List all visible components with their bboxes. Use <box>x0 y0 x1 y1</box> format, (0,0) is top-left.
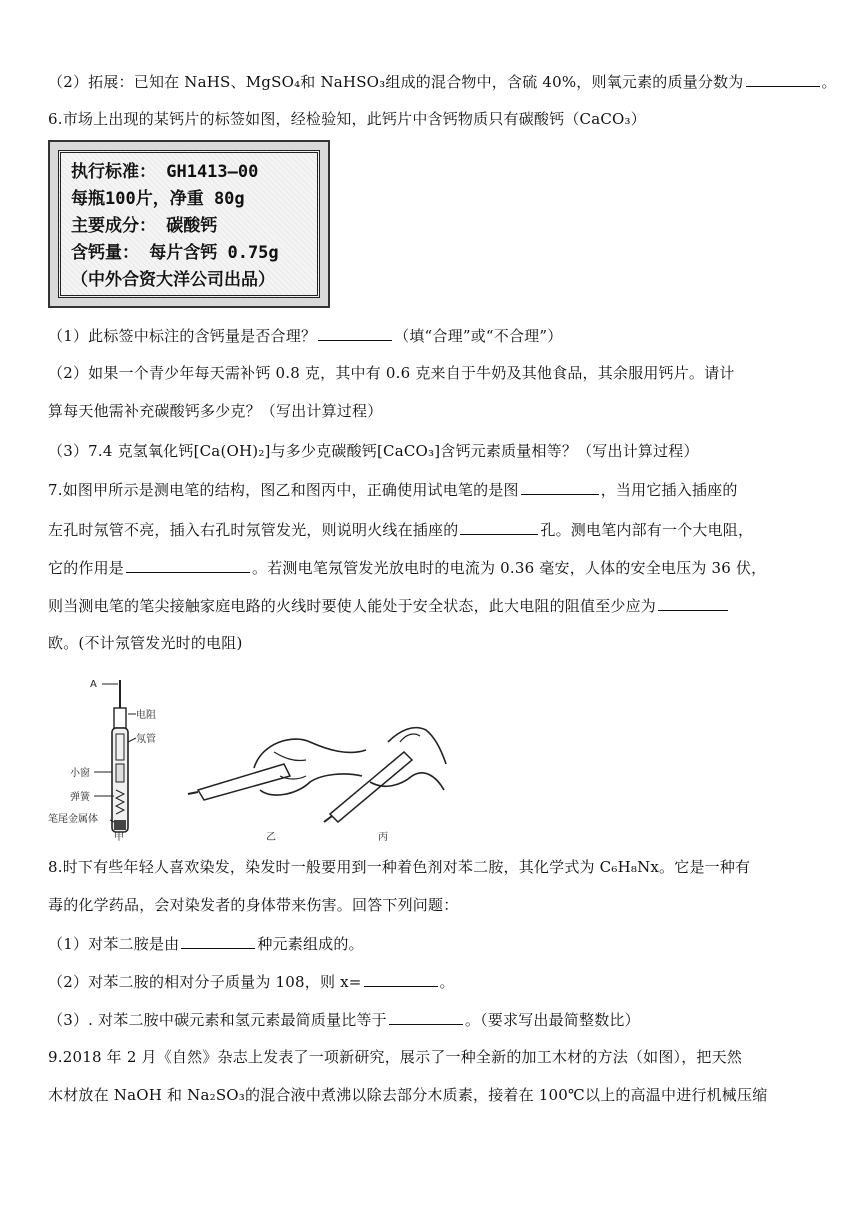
q8-line1: 8.时下有些年轻人喜欢染发，染发时一般要用到一种着色剂对苯二胺，其化学式为 C₆H₈Nx。它是一种有 <box>48 858 751 876</box>
q6-part2-line2: 算每天他需补充碳酸钙多少克？（写出计算过程） <box>48 402 383 420</box>
pen-structure-diagram <box>48 679 156 843</box>
hand-diagram-yi <box>188 739 366 843</box>
q7-blank1[interactable] <box>521 478 599 495</box>
q7-line1: 7.如图甲所示是测电笔的结构，图乙和图丙中，正确使用试电笔的是图 ，当用它插入插座的 <box>48 478 823 500</box>
label-line-manufacturer: （中外合资大洋公司出品） <box>71 270 275 290</box>
label-frame <box>58 150 320 298</box>
q7-line3: 它的作用是 。若测电笔氖管发光放电时的电流为 0.36 毫安，人体的安全电压为 36 伏， <box>48 556 823 578</box>
label-window: 小窗 <box>70 768 90 779</box>
q7-line2: 左孔时氖管不亮，插入右孔时氖管发光，则说明火线在插座的 孔。测电笔内部有一个大电阻， <box>48 518 823 540</box>
q6-part1-blank[interactable] <box>318 324 392 341</box>
q8-part2-blank[interactable] <box>364 970 438 987</box>
q6-part3: （3）7.4 克氢氧化钙[Ca(OH)₂]与多少克碳酸钙[CaCO₃]含钙元素质量相等？（写出计算过程） <box>48 442 699 460</box>
q8-part2: （2）对苯二胺的相对分子质量为 108，则 x= 。 <box>48 970 823 992</box>
label-a: A <box>90 679 97 690</box>
label-bing: 丙 <box>378 832 388 843</box>
label-line-ingredient: 主要成分： 碳酸钙 <box>71 216 218 236</box>
label-line-standard: 执行标准： GH1413—00 <box>71 162 259 182</box>
q5-ext-blank[interactable] <box>746 70 820 87</box>
label-neon: 氖管 <box>136 734 156 745</box>
q6-part2-line1: （2）如果一个青少年每天需补钙 0.8 克，其中有 0.6 克来自于牛奶及其他食品，其余服用钙片。请计 <box>48 364 735 382</box>
label-jia: 甲 <box>114 832 124 843</box>
calcium-tablet-label-image <box>48 140 330 308</box>
q8-part3-blank[interactable] <box>389 1008 463 1025</box>
q6-part1: （1）此标签中标注的含钙量是否合理？ （填“合理”或“不合理”） <box>48 324 823 346</box>
q8-part1: （1）对苯二胺是由 种元素组成的。 <box>48 932 823 954</box>
label-spring: 弹簧 <box>70 792 90 803</box>
test-pen-figure <box>48 672 448 844</box>
label-yi: 乙 <box>266 832 276 843</box>
label-resistor: 电阻 <box>136 710 156 721</box>
label-line-calcium: 含钙量： 每片含钙 0.75g <box>71 243 279 263</box>
label-tail: 笔尾金属体 <box>48 814 98 825</box>
q8-line2: 毒的化学药品，会对染发者的身体带来伤害。回答下列问题： <box>48 896 459 914</box>
q7-blank3[interactable] <box>126 556 250 573</box>
q8-part3: （3）. 对苯二胺中碳元素和氢元素最简质量比等于 。（要求写出最简整数比） <box>48 1008 823 1030</box>
label-text-block <box>71 159 279 294</box>
q5-extension: （2）拓展：已知在 NaHS、MgSO₄和 NaHSO₃组成的混合物中，含硫 40%，则氧元素的质量分数为 。 <box>48 70 823 92</box>
q7-blank2[interactable] <box>460 518 538 535</box>
q9-line2: 木材放在 NaOH 和 Na₂SO₃的混合液中煮沸以除去部分木质素，接着在 100℃以上的高温中进行机械压缩 <box>48 1086 768 1104</box>
hand-diagram-bing <box>324 728 446 843</box>
label-line-package: 每瓶100片，净重 80g <box>71 189 245 209</box>
q7-line4: 则当测电笔的笔尖接触家庭电路的火线时要使人能处于安全状态，此大电阻的阻值至少应为 <box>48 594 823 616</box>
q5-ext-text: （2）拓展：已知在 NaHS、MgSO₄和 NaHSO₃组成的混合物中，含硫 40%，则氧元素的质量分数为 <box>48 73 744 91</box>
q7-line5: 欧。(不计氖管发光时的电阻) <box>48 634 243 652</box>
q9-line1: 9.2018 年 2 月《自然》杂志上发表了一项新研究，展示了一种全新的加工木材的方法（如图），把天然 <box>48 1048 743 1066</box>
q6-intro: 6.市场上出现的某钙片的标签如图，经检验知，此钙片中含钙物质只有碳酸钙（CaCO₃） <box>48 110 646 128</box>
q8-part1-blank[interactable] <box>181 932 255 949</box>
q7-blank4[interactable] <box>658 594 728 611</box>
